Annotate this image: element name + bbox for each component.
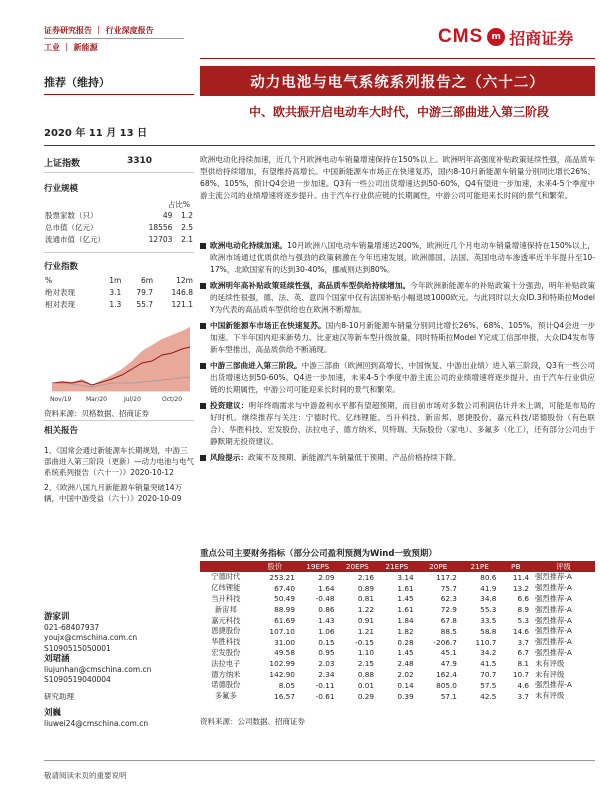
industry-trend-chart (44, 317, 194, 403)
bullet-square-icon (200, 455, 206, 461)
company-name-cell: 法拉电子 (211, 658, 241, 668)
analyst-phone: 021-68407937 (44, 622, 100, 632)
x-tick: Nov/19 (50, 396, 72, 403)
analyst-name: 游家训 (44, 612, 70, 622)
rating-cell: 强烈推荐-A (535, 615, 572, 625)
related-report-link[interactable]: 2、《欧洲八国九月新能源车销量突破14万辆，中国中游受益（六十）》2020-10-09 (44, 483, 183, 503)
value-cell: 34.2 (480, 648, 497, 658)
value-cell: 1.21 (357, 626, 375, 636)
value-cell: 88.5 (440, 626, 457, 636)
bullet-square-icon (200, 283, 206, 289)
value-cell: 107.10 (269, 626, 295, 636)
rating-cell: 强烈推荐-A (535, 583, 572, 593)
value-cell: 1.64 (318, 583, 335, 593)
rating-cell: 强烈推荐-A (535, 593, 572, 603)
analyst-name: 刘珺涵 (44, 654, 70, 664)
value-cell: 3.7 (517, 637, 530, 647)
rating-divider (44, 94, 194, 95)
rating-cell: 强烈推荐-A (535, 572, 572, 582)
value-cell: -0.11 (315, 680, 335, 690)
value-cell: 57.5 (480, 680, 497, 690)
value-cell: 3.14 (397, 572, 414, 582)
value-cell: 0.29 (357, 691, 375, 701)
value-cell: 45.1 (440, 648, 457, 658)
series-title-banner: 动力电池与电气系统系列报告之（六十二） (200, 66, 595, 96)
value-cell: 75.7 (440, 583, 457, 593)
company-name-cell: 恩捷股份 (211, 626, 241, 636)
industry-scale-title: 行业规模 (44, 184, 79, 194)
analyst-email[interactable]: liuwei24@cmschina.com.cn (44, 718, 149, 728)
rating-cell: 强烈推荐-A (535, 626, 572, 636)
table-row: 总市值（亿元） 18556 2.5 (45, 223, 193, 232)
industry-trend-table (44, 275, 194, 311)
value-cell: 117.2 (436, 572, 457, 582)
value-cell: 2.02 (397, 670, 414, 680)
value-cell: 0.86 (318, 605, 335, 615)
value-cell: 0.39 (397, 691, 414, 701)
table-row: % 1m 6m 12m (45, 276, 193, 285)
value-cell: -0.48 (315, 594, 335, 604)
value-cell: -0.15 (355, 637, 375, 647)
value-cell: 49.58 (274, 648, 295, 658)
value-cell: 50.49 (274, 594, 295, 604)
analyst-license: S1090519040004 (44, 675, 111, 684)
value-cell: 110.7 (475, 637, 497, 647)
rating: 推荐（维持） (44, 76, 110, 89)
value-cell: 70.7 (480, 670, 497, 680)
table-row (200, 680, 595, 691)
logo-circle-icon: m (487, 28, 505, 46)
sidebar-divider (44, 172, 194, 173)
company-name-cell: 宏发股份 (211, 647, 241, 657)
rating-cell: 强烈推荐-A (535, 604, 572, 614)
value-cell: 72.9 (440, 605, 457, 615)
industry-line: 工业 ｜ 新能源 (44, 43, 98, 52)
value-cell: 88.99 (274, 605, 295, 615)
value-cell: 805.0 (436, 680, 457, 690)
value-cell: 62.3 (440, 594, 457, 604)
table-source: 资料来源：公司数据、招商证券 (200, 717, 305, 726)
value-cell: 1.61 (397, 583, 414, 593)
rating-cell: 强烈推荐-A (535, 637, 572, 647)
bullet-item: 欧洲明年高补贴政策延续性强，高品质车型供给持续增加。今年欧洲新能源车的补贴政策十分强劲，明年补贴政策的延续性很强，德、法、英、意四个国家中仅有法国补贴小幅退坡1000欧元。与此同时以大众ID.3和特斯拉Model Y为代表的高品质车型供给也在欧洲不断增加。 (200, 280, 595, 316)
analyst-email[interactable]: youjx@cmschina.com.cn (44, 633, 138, 642)
company-name-cell: 诺德股份 (211, 680, 241, 690)
value-cell: 80.6 (480, 572, 497, 582)
company-name-cell: 德方纳米 (211, 669, 241, 679)
sidebar-divider (44, 252, 194, 253)
table-row: 流通市值（亿元） 12703 2.1 (45, 235, 193, 244)
index-value: 3310 (126, 156, 152, 166)
column-header: 20PE (417, 561, 460, 572)
bullet-item: 投资建议：明年终端需求与中游盈利水平都有望超预期，而目前市场对多数公司利润估计并未上调，可能是布局的好时机。继续推荐与关注：宁德时代、亿纬锂能、当升科技、新宙邦、恩捷股份、嘉元科技/诺德股份（有色联合）、华胜科技、宏发股份、法拉电子、德方纳米、贝特瑞、天际股份（家电）、多氟多（化工），还有部分公司由于静默期无投资建议。 (200, 400, 595, 448)
report-type-line: 证券研究报告 ｜ 行业深度报告 (44, 26, 154, 35)
bullet-item: 中国新能源车市场正在快速复苏。国内8-10月新能源车销量分别同比增长26%、68%、105%，预计Q4会进一步加速。下半年国内迎来新势力、比亚迪汉等新车型升级放量，同时特斯拉Model Y完成工信部申报，大众ID4发布等新车型推出，高品质供给不断涌现。 (200, 320, 595, 356)
table-header-row (200, 561, 595, 572)
table-row (200, 626, 595, 637)
table-row: 绝对表现 3.1 79.7 146.8 (45, 288, 193, 297)
value-cell: 1.45 (397, 594, 414, 604)
footer-note: 敬请阅读末页的重要说明 (44, 771, 127, 780)
rating-cell: 未有评级 (535, 669, 565, 679)
analyst-name: 刘巍 (44, 708, 62, 718)
index-block (44, 156, 194, 169)
value-cell: 16.57 (274, 691, 295, 701)
value-cell: 0.88 (357, 670, 375, 680)
value-cell: 253.21 (269, 572, 295, 582)
value-cell: 31.00 (274, 637, 295, 647)
value-cell: 2.16 (357, 572, 375, 582)
company-name-cell: 宁德时代 (211, 572, 241, 582)
value-cell: 47.9 (440, 659, 457, 669)
value-cell: 10.7 (512, 670, 530, 680)
table-row: 股票家数（只） 49 1.2 (45, 211, 193, 220)
share-col-header: 占比% (167, 200, 190, 209)
value-cell: 0.89 (357, 583, 375, 593)
value-cell: 2.34 (318, 670, 335, 680)
financial-table-title: 重点公司主要财务指标（部分公司盈利预测为Wind一致预期） (200, 549, 437, 559)
value-cell: 14.6 (512, 626, 530, 636)
industry-scale-table (44, 210, 194, 246)
bullet-square-icon (200, 243, 206, 249)
value-cell: 33.5 (480, 616, 497, 626)
value-cell: 5.3 (517, 616, 530, 626)
value-cell: 3.7 (517, 691, 530, 701)
related-title: 相关报告 (44, 426, 79, 436)
value-cell: 1.84 (397, 616, 414, 626)
value-cell: 8.05 (278, 680, 295, 690)
footer-divider (44, 760, 595, 761)
value-cell: 11.4 (512, 572, 530, 582)
column-header: 评级 (532, 561, 595, 572)
value-cell: 0.14 (397, 680, 414, 690)
value-cell: 57.1 (440, 691, 457, 701)
x-tick: Jul/20 (124, 396, 141, 403)
value-cell: 1.06 (318, 626, 335, 636)
value-cell: 8.1 (517, 659, 530, 669)
value-cell: -206.7 (433, 637, 457, 647)
company-name-cell: 嘉元科技 (211, 615, 241, 625)
top-divider (200, 58, 595, 59)
company-name-cell: 新宙邦 (214, 604, 237, 614)
related-reports (44, 426, 194, 504)
value-cell: -0.61 (315, 691, 335, 701)
value-cell: 13.2 (512, 583, 530, 593)
column-header: 19EPS (298, 561, 338, 572)
value-cell: 1.82 (397, 626, 414, 636)
analyst-license: S1090515050001 (44, 643, 111, 653)
company-name-cell: 华胜科技 (211, 637, 241, 647)
column-header (200, 561, 252, 572)
analyst-block (44, 612, 194, 729)
value-cell: 42.5 (480, 691, 497, 701)
company-name-cell: 多氟多 (214, 691, 237, 701)
table-row (200, 615, 595, 626)
value-cell: 0.91 (357, 616, 375, 626)
rating-cell: 强烈推荐-A (535, 647, 572, 657)
value-cell: 162.4 (436, 670, 457, 680)
x-tick: Oct/20 (162, 396, 183, 403)
rating-cell: 未有评级 (535, 658, 565, 668)
industry-trend-block (44, 260, 194, 311)
analyst-email[interactable]: liujunhan@cmschina.com.cn (44, 664, 152, 674)
bullet-square-icon (200, 363, 206, 369)
value-cell: 0.28 (397, 637, 414, 647)
logo-cms-text: CMS (438, 26, 484, 47)
value-cell: 6.6 (517, 594, 530, 604)
value-cell: 0.81 (357, 594, 375, 604)
value-cell: 142.90 (269, 670, 295, 680)
value-cell: 4.6 (517, 680, 530, 690)
logo-chinese-text: 招商证券 (509, 28, 574, 48)
company-name-cell: 亿纬锂能 (211, 583, 241, 593)
rating-cell: 强烈推荐-A (535, 680, 572, 690)
value-cell: 0.01 (357, 680, 375, 690)
chart-source: 资料来源：贝格数据、招商证券 (44, 409, 149, 418)
bullet-item: 风险提示：政策不及预期、新能源汽车销量低于预期、产品价格持续下降。 (200, 452, 595, 464)
sidebar-divider (44, 420, 194, 421)
table-row (200, 648, 595, 659)
report-date: 2020 年 11 月 13 日 (44, 128, 148, 139)
table-row (200, 583, 595, 594)
industry-trend-title: 行业指数 (44, 262, 79, 272)
table-row (200, 604, 595, 615)
bullet-list (200, 240, 595, 468)
value-cell: 58.8 (480, 626, 497, 636)
value-cell: 67.8 (440, 616, 457, 626)
table-row (200, 691, 595, 702)
column-header: PB (499, 561, 532, 572)
value-cell: 2.48 (397, 659, 414, 669)
value-cell: 55.3 (480, 605, 497, 615)
value-cell: 1.61 (397, 605, 414, 615)
column-header: 21EPS (377, 561, 417, 572)
brand-logo (438, 25, 573, 49)
value-cell: 102.99 (269, 659, 295, 669)
bullet-item: 中游三部曲进入第三阶段。中游三部曲（欧洲回到高增长、中国恢复、中游出业绩）进入第三阶段，Q3有一些公司出货增速达到50-60%，Q4进一步加速，未来4-5个季度中游主流公司的业绩增速将逐步提升。由于汽车行业供应链的长期属性，中游公司可能迎来长时间的景气和繁荣。 (200, 360, 595, 396)
related-report-link[interactable]: 1、《国常会通过新能源车长期规划，中游三部曲进入第三阶段（更新）—动力电池与电气系统系列报告（六十一）》2020-10-12 (44, 446, 194, 477)
bullet-square-icon (200, 323, 206, 329)
table-row (200, 658, 595, 669)
table-row (200, 594, 595, 605)
value-cell: 2.03 (318, 659, 335, 669)
value-cell: 34.8 (480, 594, 497, 604)
bullet-item: 欧洲电动化持续加速。10月欧洲八国电动车销量增速达200%，欧洲近几个月电动车销量增速保持在150%以上，欧洲市场通过优质供给与强劲的政策刺激在今年迅速发展，欧洲德国、法国、英国电动车渗透率近半年提升至10-17%，北欧国家有的达到30-40%，挪威则达到80%。 (200, 240, 595, 276)
value-cell: 1.22 (357, 605, 375, 615)
column-header: 21PE (460, 561, 499, 572)
table-row (200, 669, 595, 680)
bullet-square-icon (200, 403, 206, 409)
value-cell: 8.9 (517, 605, 530, 615)
value-cell: 0.15 (318, 637, 335, 647)
table-row (200, 572, 595, 583)
absolute-area (52, 327, 190, 391)
value-cell: 1.10 (357, 648, 375, 658)
company-name-cell: 当升科技 (211, 593, 241, 603)
value-cell: 2.15 (357, 659, 375, 669)
value-cell: 41.9 (480, 583, 497, 593)
header-divider (44, 38, 184, 39)
industry-scale-block (44, 182, 194, 246)
value-cell: 61.69 (274, 616, 295, 626)
value-cell: 1.45 (397, 648, 414, 658)
value-cell: 2.09 (318, 572, 335, 582)
value-cell: 0.95 (318, 648, 335, 658)
value-cell: 6.7 (517, 648, 530, 658)
value-cell: 41.5 (480, 659, 497, 669)
x-tick: Mar/20 (86, 396, 107, 403)
table-row: 相对表现 1.3 55.7 121.1 (45, 300, 193, 309)
column-header: 20EPS (338, 561, 378, 572)
report-title: 中、欧共振开启电动车大时代，中游三部曲进入第三阶段 (248, 105, 549, 119)
value-cell: 67.40 (274, 583, 295, 593)
summary-paragraph: 欧洲电动化持续加速，近几个月欧洲电动车销量增速保持在150%以上。欧洲明年高强度补贴政策延续性强，高品质车型供给持续增加，有望维持高增长。中国新能源车市场正在快速复苏，国内8-10月新能源车销量分别同比增长26%、68%、105%，预计Q4会进一步加速。Q3有一些公司出货增速达到50-60%，Q4有望进一步加速，未来4-5个季度中游主流公司的业绩增速将逐步提升。由于汽车行业供应链的长期属性，中游公司可能迎来长时间的景气和繁荣。 (200, 155, 595, 200)
index-label: 上证指数 (44, 159, 81, 169)
column-header: 股价 (252, 561, 298, 572)
assistant-label: 研究助理 (44, 691, 74, 701)
financial-table (200, 561, 595, 702)
table-row (200, 637, 595, 648)
rating-cell: 未有评级 (535, 691, 565, 701)
title-divider (44, 145, 595, 146)
value-cell: 1.43 (318, 616, 335, 626)
